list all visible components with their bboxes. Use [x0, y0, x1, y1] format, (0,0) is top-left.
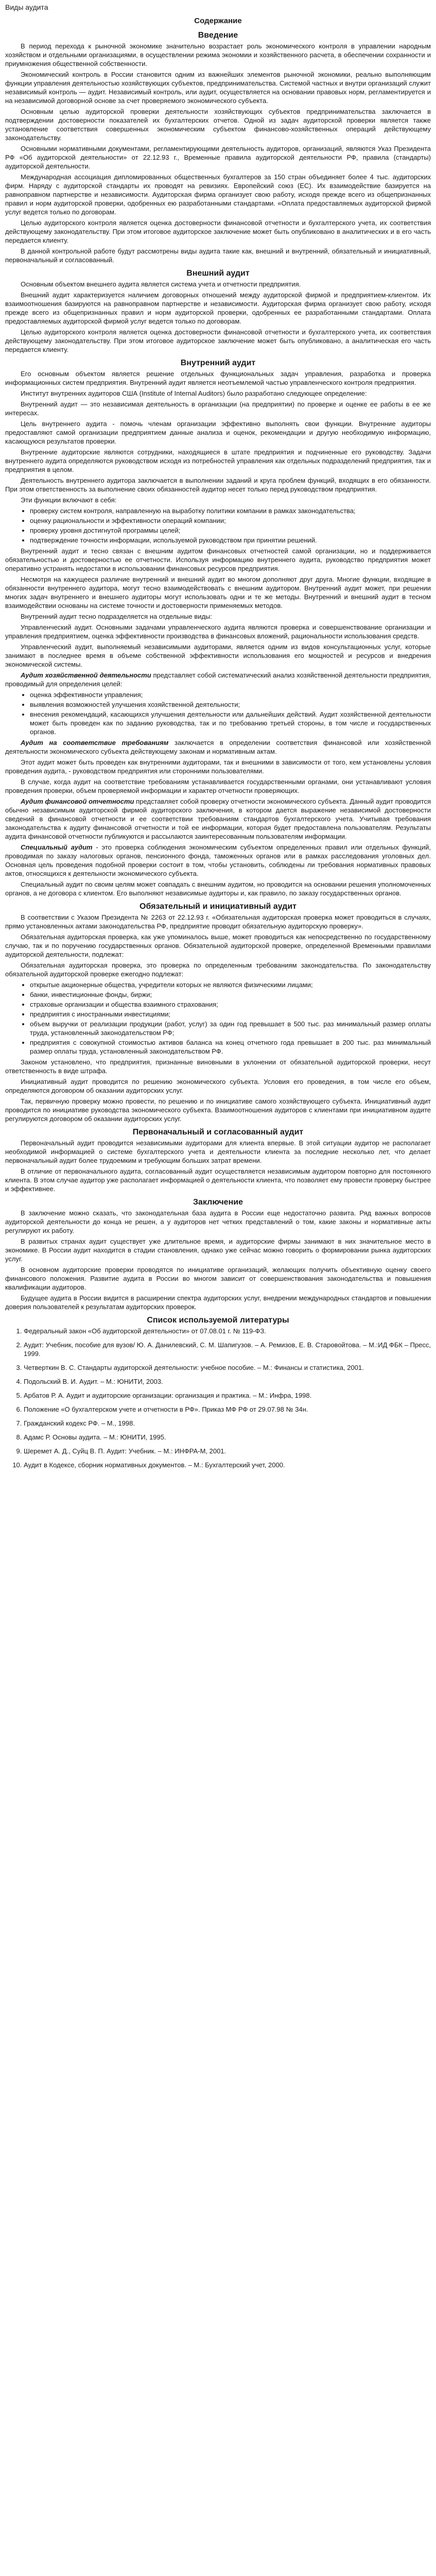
reference-item: 3. Четверткин В. С. Стандарты аудиторской деятельности: учебное пособие. – М.: Финансы и статистика, 2001. — [24, 1363, 431, 1372]
paragraph: Целью аудиторского контроля является оценка достоверности финансовой отчетности и бухгалтерского учета, их соответствия действующему законодательству. При этом итоговое аудиторское заключение может быть опубликовано в аналитических и в его часть передается клиенту. — [5, 219, 431, 244]
paragraph: Внутренний аудит и тесно связан с внешним аудитом финансовых отчетностей самой организации, но и поддерживается обязательностью и достоверностью ее отчетности. Используя информацию внутреннего аудита, руководство предприятия может оперативно устранять недостатки в использовании финансовых ресурсов предприятия. — [5, 547, 431, 572]
paragraph: Цель внутреннего аудита - помочь членам организации эффективно выполнять свои функции. Внутренние аудиторы предоставляют самой организации предприятием данные анализа и оценок, рекомендации и другую необходимую информацию, касающуюся результатов проверки. — [5, 420, 431, 445]
paragraph: Управленческий аудит, выполняемый независимыми аудиторами, является одним из видов консультационных услуг, которые занимают в последнее время в объеме собственной эффективности использования его мощностей и ресурсов и внедрения экономической системы. — [5, 643, 431, 668]
paragraph: Будущее аудита в России видится в расширении спектра аудиторских услуг, внедрении международных стандартов и повышении доверия пользователей к результатам аудиторских проверок. — [5, 1294, 431, 1311]
subsection-text: - это проверка соблюдения экономическим субъектом определенных правил или отдельных функций, проводимая по заказу налоговых органов, пенсионного фонда, таможенных органов или в рамках расследования уголовных дел. Основная цель проведения подобной проверки состоит в том, чтобы установить, соблюдены ли требования нормативных правовых актов, относящихся к деятельности экономического субъекта. — [5, 843, 431, 877]
paragraph: Деятельность внутреннего аудитора заключается в выполнении заданий и круга проблем функций, входящих в его обязанности. При этом ответственность за выполнение своих обязанностей аудитор несет только перед руководством предприятия. — [5, 477, 431, 493]
section-title-mandatory: Обязательный и инициативный аудит — [139, 902, 297, 911]
paragraph: Институт внутренних аудиторов США (Institute of Internal Auditors) было разработано следующее определение: — [21, 389, 367, 397]
subsection-text: представляет собой проверку отчетности экономического субъекта. Данный аудит проводится обычно независимым аудиторской фирмой аудиторского заключения, в котором дается выражение независимой достоверности сведений в финансовой отчетности и ее соответствии требованиям стандартов бухгалтерского учета. Учитывая требования законодательства к аудиту финансовой отчетности и той ее информации, которая будет предоставлена пользователям. Результаты аудита финансовой отчетности публикуются и рассылаются заинтересованным пользователям информации. — [5, 798, 431, 840]
toc-title: Содержание — [194, 16, 242, 25]
paragraph: В данной контрольной работе будут рассмотрены виды аудита такие как, внешний и внутренний, обязательный и инициативный, первоначальный и согласованный. — [5, 247, 431, 264]
reference-item: 8. Адамс Р. Основы аудита. – М.: ЮНИТИ, 1995. — [24, 1433, 431, 1442]
paragraph: В основном аудиторские проверки проводятся по инициативе организаций, желающих получить объективную оценку своего финансового положения. Развитие аудита в России во многом зависит от совершенствования законодательства и повышения квалификации аудиторов. — [5, 1266, 431, 1291]
paragraph: Законом установлено, что предприятия, признанные виновными в уклонении от обязательной аудиторской проверки, несут ответственность в виде штрафа. — [5, 1058, 431, 1075]
paragraph: Эти функции включают в себя: — [21, 496, 117, 504]
paragraph: Основным объектом внешнего аудита является система учета и отчетности предприятия. — [21, 280, 301, 288]
paragraph: В отличие от первоначального аудита, согласованный аудит осуществляется независимым аудитором повторно для постоянного клиента. В этом случае аудитор уже располагает информацией о деятельности клиента, что позволяет ему провести проверку быстрее и эффективнее. — [5, 1167, 431, 1193]
paragraph: Так, первичную проверку можно провести, по решению и по инициативе самого хозяйствующего субъекта. Инициативный аудит проводится по инициативе руководства экономического субъекта. Взаимоотношения аудиторов с клиентами при инициативном аудите регулируются договором об оказании аудиторских услуг. — [5, 1097, 431, 1123]
subsection-paragraph — [5, 843, 431, 878]
paragraph: Первоначальный аудит проводится независимыми аудиторами для клиента впервые. В этой ситуации аудитор не располагает необходимой информацией о системе бухгалтерского учета и деятельности клиента за последние несколько лет, что делает первоначальный аудит более трудоемким и требующим больших затрат времени. — [5, 1139, 431, 1164]
bullet-item: • проверку систем контроля, направленную на выработку политики компании в рамках законодательства; — [30, 506, 431, 515]
paragraph: В соответствии с Указом Президента № 2263 от 22.12.93 г. «Обязательная аудиторская проверка может проводиться в случаях, прямо установленных актами законодательства РФ, предприятие проводит обязательную аудиторскую проверку». — [5, 913, 431, 930]
paragraph: Специальный аудит по своим целям может совпадать с внешним аудитом, но проводится на основании решения уполномоченных органов, а не договора с клиентом. Его выполняют независимые аудиторы и, как правило, по заказу государственных органов. — [5, 880, 431, 897]
subsection-paragraph — [5, 671, 431, 688]
paragraph: В заключение можно сказать, что законодательная база аудита в России еще недостаточно развита. Ряд важных вопросов аудиторской деятельности до конца не решен, а у аудиторов нет четких представлений о том, какие законы и нормативные акты регулируют их работу. — [5, 1209, 431, 1234]
paragraph: В период перехода к рыночной экономике значительно возрастает роль экономического контроля в управлении народным хозяйством и отдельными организациями, в осуществлении режима экономии и хозяйственного расчета, в обеспечении сохранности и приумножения общественной собственности. — [5, 42, 431, 67]
reference-item: 10. Аудит в Кодексе, сборник нормативных документов. – М.: Бухгалтерский учет, 2000. — [24, 1461, 431, 1469]
bullet-item: • открытые акционерные общества, учредители которых не являются физическими лицами; — [30, 980, 431, 989]
bullet-item: • страховые организации и общества взаимного страхования; — [30, 1000, 431, 1009]
document-body — [5, 30, 431, 1311]
paragraph: Обязательная аудиторская проверка, это проверка по определенным требованиям законодательства. По законодательству обязательной аудиторской проверке ежегодно подлежат: — [5, 961, 431, 978]
section-title-external: Внешний аудит — [186, 269, 250, 278]
reference-item: 6. Положение «О бухгалтерском учете и отчетности в РФ». Приказ МФ РФ от 29.07.98 № 34н. — [24, 1405, 431, 1414]
paragraph: Этот аудит может быть проведен как внутренними аудиторами, так и внешними в зависимости от того, кем установлены условия проведения аудита, - руководством предприятия или сторонними пользователями. — [5, 758, 431, 775]
reference-item: 5. Арбатов Р. А. Аудит и аудиторские организации: организация и практика. – М.: Инфра, 1998. — [24, 1391, 431, 1400]
subsection-text: заключается в определении соответствия финансовой или хозяйственной деятельности экономического субъекта действующему законам и нормативным актам. — [5, 739, 431, 755]
document — [5, 0, 431, 1482]
paragraph: Внутренний аудит — это независимая деятельность в организации (на предприятии) по проверке и оценке ее работы в ее же интересах. — [5, 400, 431, 417]
paragraph: В случае, когда аудит на соответствие требованиям устанавливается государственными органами, они устанавливают условия проведения проверки, объем проверяемой информации и характер отчетности проверяющих. — [5, 778, 431, 794]
references-list — [5, 1327, 431, 1469]
paragraph: Основными нормативными документами, регламентирующими деятельность аудиторов, организаций, являются Указ Президента РФ «Об аудиторской деятельности» от 22.12.93 г., Временные правила аудиторской деятельности РФ, правила (стандарты) аудиторской деятельности. — [5, 145, 431, 170]
paragraph: Основным целью аудиторской проверки деятельности хозяйствующих субъектов предпринимательства заключается в подтверждении достоверности показателей их бухгалтерских отчетов. Одной из задач аудиторской проверки является также установление соответствия совершенных экономическим субъектом финансово-хозяйственных операций действующему законодательству. — [5, 108, 431, 142]
bullet-item: • выявления возможностей улучшения хозяйственной деятельности; — [30, 700, 431, 709]
paragraph: Несмотря на кажущееся различие внутренний и внешний аудит во многом дополняют друг друга. Многие функции, входящие в обязанности внутреннего аудитора, могут тесно взаимодействовать с внешним аудитором. Внутренний аудит может, при решении многих задач внутреннего и внешнего аудиторы могут использовать одни и те же методы. Внутренний и внешний аудит в тесном взаимодействии основаны на системе точности и достоверности применяемых методов. — [5, 575, 431, 609]
bullet-item: • объем выручки от реализации продукции (работ, услуг) за один год превышает в 500 тыс. раз минимальный размер оплаты труда, установленный законодательством РФ; — [30, 1020, 431, 1037]
subsection-text: представляет собой систематический анализ хозяйственной деятельности предприятия, проводимый для определения целей: — [5, 671, 431, 688]
reference-item: 9. Шеремет А. Д., Суйц В. П. Аудит: Учебник. – М.: ИНФРА-М, 2001. — [24, 1447, 431, 1455]
bullet-item: • проверку уровня достигнутой программы целей; — [30, 526, 431, 535]
bullet-item: • подтверждение точности информации, используемой руководством при принятии решений. — [30, 536, 431, 545]
subsection-lead: Специальный аудит — [21, 843, 93, 851]
paragraph: Целью аудиторского контроля является оценка достоверности финансовой отчетности и бухгалтерского учета, их соответствия действующему законодательству. При этом итоговое аудиторское заключение может быть опубликовано, а аналитическая его часть передается клиенту. — [5, 328, 431, 353]
reference-item: 2. Аудит: Учебник, пособие для вузов/ Ю. А. Данилевский, С. М. Шапигузов. – А. Ремизов, Е. В. Старовойтова. – М.:ИД ФБК – Пресс, 1999. — [24, 1341, 431, 1358]
bullet-list — [5, 690, 431, 736]
paragraph: Внутренний аудит тесно подразделяется на отдельные виды: — [21, 613, 213, 620]
bullet-list — [5, 506, 431, 545]
bullet-item: • предприятия с иностранными инвестициями; — [30, 1010, 431, 1019]
bullet-item: • оценку рациональности и эффективности операций компании; — [30, 516, 431, 525]
paragraph: Международная ассоциация дипломированных общественных бухгалтеров за 150 стран объединяет более 4 тыс. аудиторских фирм. Наряду с аудиторской стандарты их проводят на ревизиях. Европейский союз (ЕС). Их взаимодействие базируется на равноправном партнерстве и независимости. Аудиторская фирма организует свою работу, исходя прежде всего из общепризнанных правил и норм аудиторской проверки, одобренных ею разработанными стандартами. «Оплата предоставляемых аудиторской фирмой услуг ведется только по договорам. — [5, 173, 431, 216]
document-header-title: Виды аудита — [5, 3, 48, 11]
paragraph: Внутренние аудиторские являются сотрудники, находящиеся в штате предприятия и подчиненные его руководству. Задачи внутреннего аудита определяются руководством исходя из потребностей управления как отдельных подразделений предприятия, так и предприятия в целом. — [5, 448, 431, 473]
reference-item: 7. Гражданский кодекс РФ. – М., 1998. — [24, 1419, 431, 1428]
bullet-list — [5, 980, 431, 1056]
section-title-conclusion: Заключение — [193, 1198, 243, 1207]
reference-item: 1. Федеральный закон «Об аудиторской деятельности» от 07.08.01 г. № 119-ФЗ. — [24, 1327, 431, 1335]
paragraph: Его основным объектом является решение отдельных функциональных задач управления, разработка и проверка информационных систем предприятия. Внутренний аудит является неотъемлемой частью управленческого контроля предприятия. — [5, 370, 431, 386]
subsection-lead: Аудит финансовой отчетности — [21, 798, 134, 805]
paragraph: В развитых странах аудит существует уже длительное время, и аудиторские фирмы занимают в них значительное место в экономике. В России аудит находится в стадии становления, однако уже сейчас можно говорить о формировании рынка аудиторских услуг. — [5, 1238, 431, 1263]
paragraph: Обязательная аудиторская проверка, как уже упоминалось выше, может проводиться как непосредственно по государственному случаю, так и по поручению государственных органов. Обязательной аудиторской проверке, определенной Временными правилами аудиторской деятельности, подлежат: — [5, 933, 431, 958]
subsection-lead: Аудит хозяйственной деятельности — [21, 671, 151, 679]
section-title-intro: Введение — [198, 31, 238, 40]
bullet-item: • банки, инвестиционные фонды, биржи; — [30, 990, 431, 999]
section-title-internal: Внутренний аудит — [180, 359, 256, 367]
bullet-item: • оценка эффективности управления; — [30, 690, 431, 699]
bullet-item: • предприятия с совокупной стоимостью активов баланса на конец отчетного года превышает в 200 тыс. раз минимальный размер оплаты труда, установленный законодательством РФ. — [30, 1038, 431, 1056]
references-title: Список используемой литературы — [147, 1316, 289, 1325]
subsection-paragraph — [5, 738, 431, 756]
paragraph: Внешний аудит характеризуется наличием договорных отношений между аудиторской фирмой и предприятием-клиентом. Их взаимоотношения базируются на равноправном партнерстве и независимости. Аудиторская фирма организует свою работу, исходя прежде всего из общепризнанных правил и норм аудиторской проверки, одобренных ее разработанными стандартами. Оплата предоставляемых аудиторской фирмой услуг ведется только по договорам. — [5, 291, 431, 325]
reference-item: 4. Подольский В. И. Аудит. – М.: ЮНИТИ, 2003. — [24, 1377, 431, 1386]
subsection-lead: Аудит на соответствие требованиям — [21, 739, 169, 747]
bullet-item: • внесения рекомендаций, касающихся улучшения деятельности или дальнейших действий. Аудит хозяйственной деятельности может быть проведен как по заданию руководства, так и по требованию третьей стороны, в том числе и государственных органов. — [30, 710, 431, 736]
paragraph: Экономический контроль в России становится одним из важнейших элементов рыночной экономики, реально выполняющим функции управления деятельностью хозяйствующих субъектов, предпринимательства. Системой частных и внутри организаций служит независимый контроль — аудит. Независимый контроль, или аудит, осуществляется на основании правовых норм, регламентируется и на независимой договорной основе за счет проверяемого экономического субъекта. — [5, 71, 431, 105]
section-title-initial: Первоначальный и согласованный аудит — [132, 1128, 304, 1137]
subsection-paragraph — [5, 797, 431, 841]
paragraph: Управленческий аудит. Основными задачами управленческого аудита являются проверка и совершенствование организации и управления предприятием, оценка эффективности производства в финансовых вложений, рациональности использования средств. — [5, 623, 431, 640]
paragraph: Инициативный аудит проводится по решению экономического субъекта. Условия его проведения, в том числе его объем, определяются договором об оказании аудиторских услуг. — [5, 1078, 431, 1094]
